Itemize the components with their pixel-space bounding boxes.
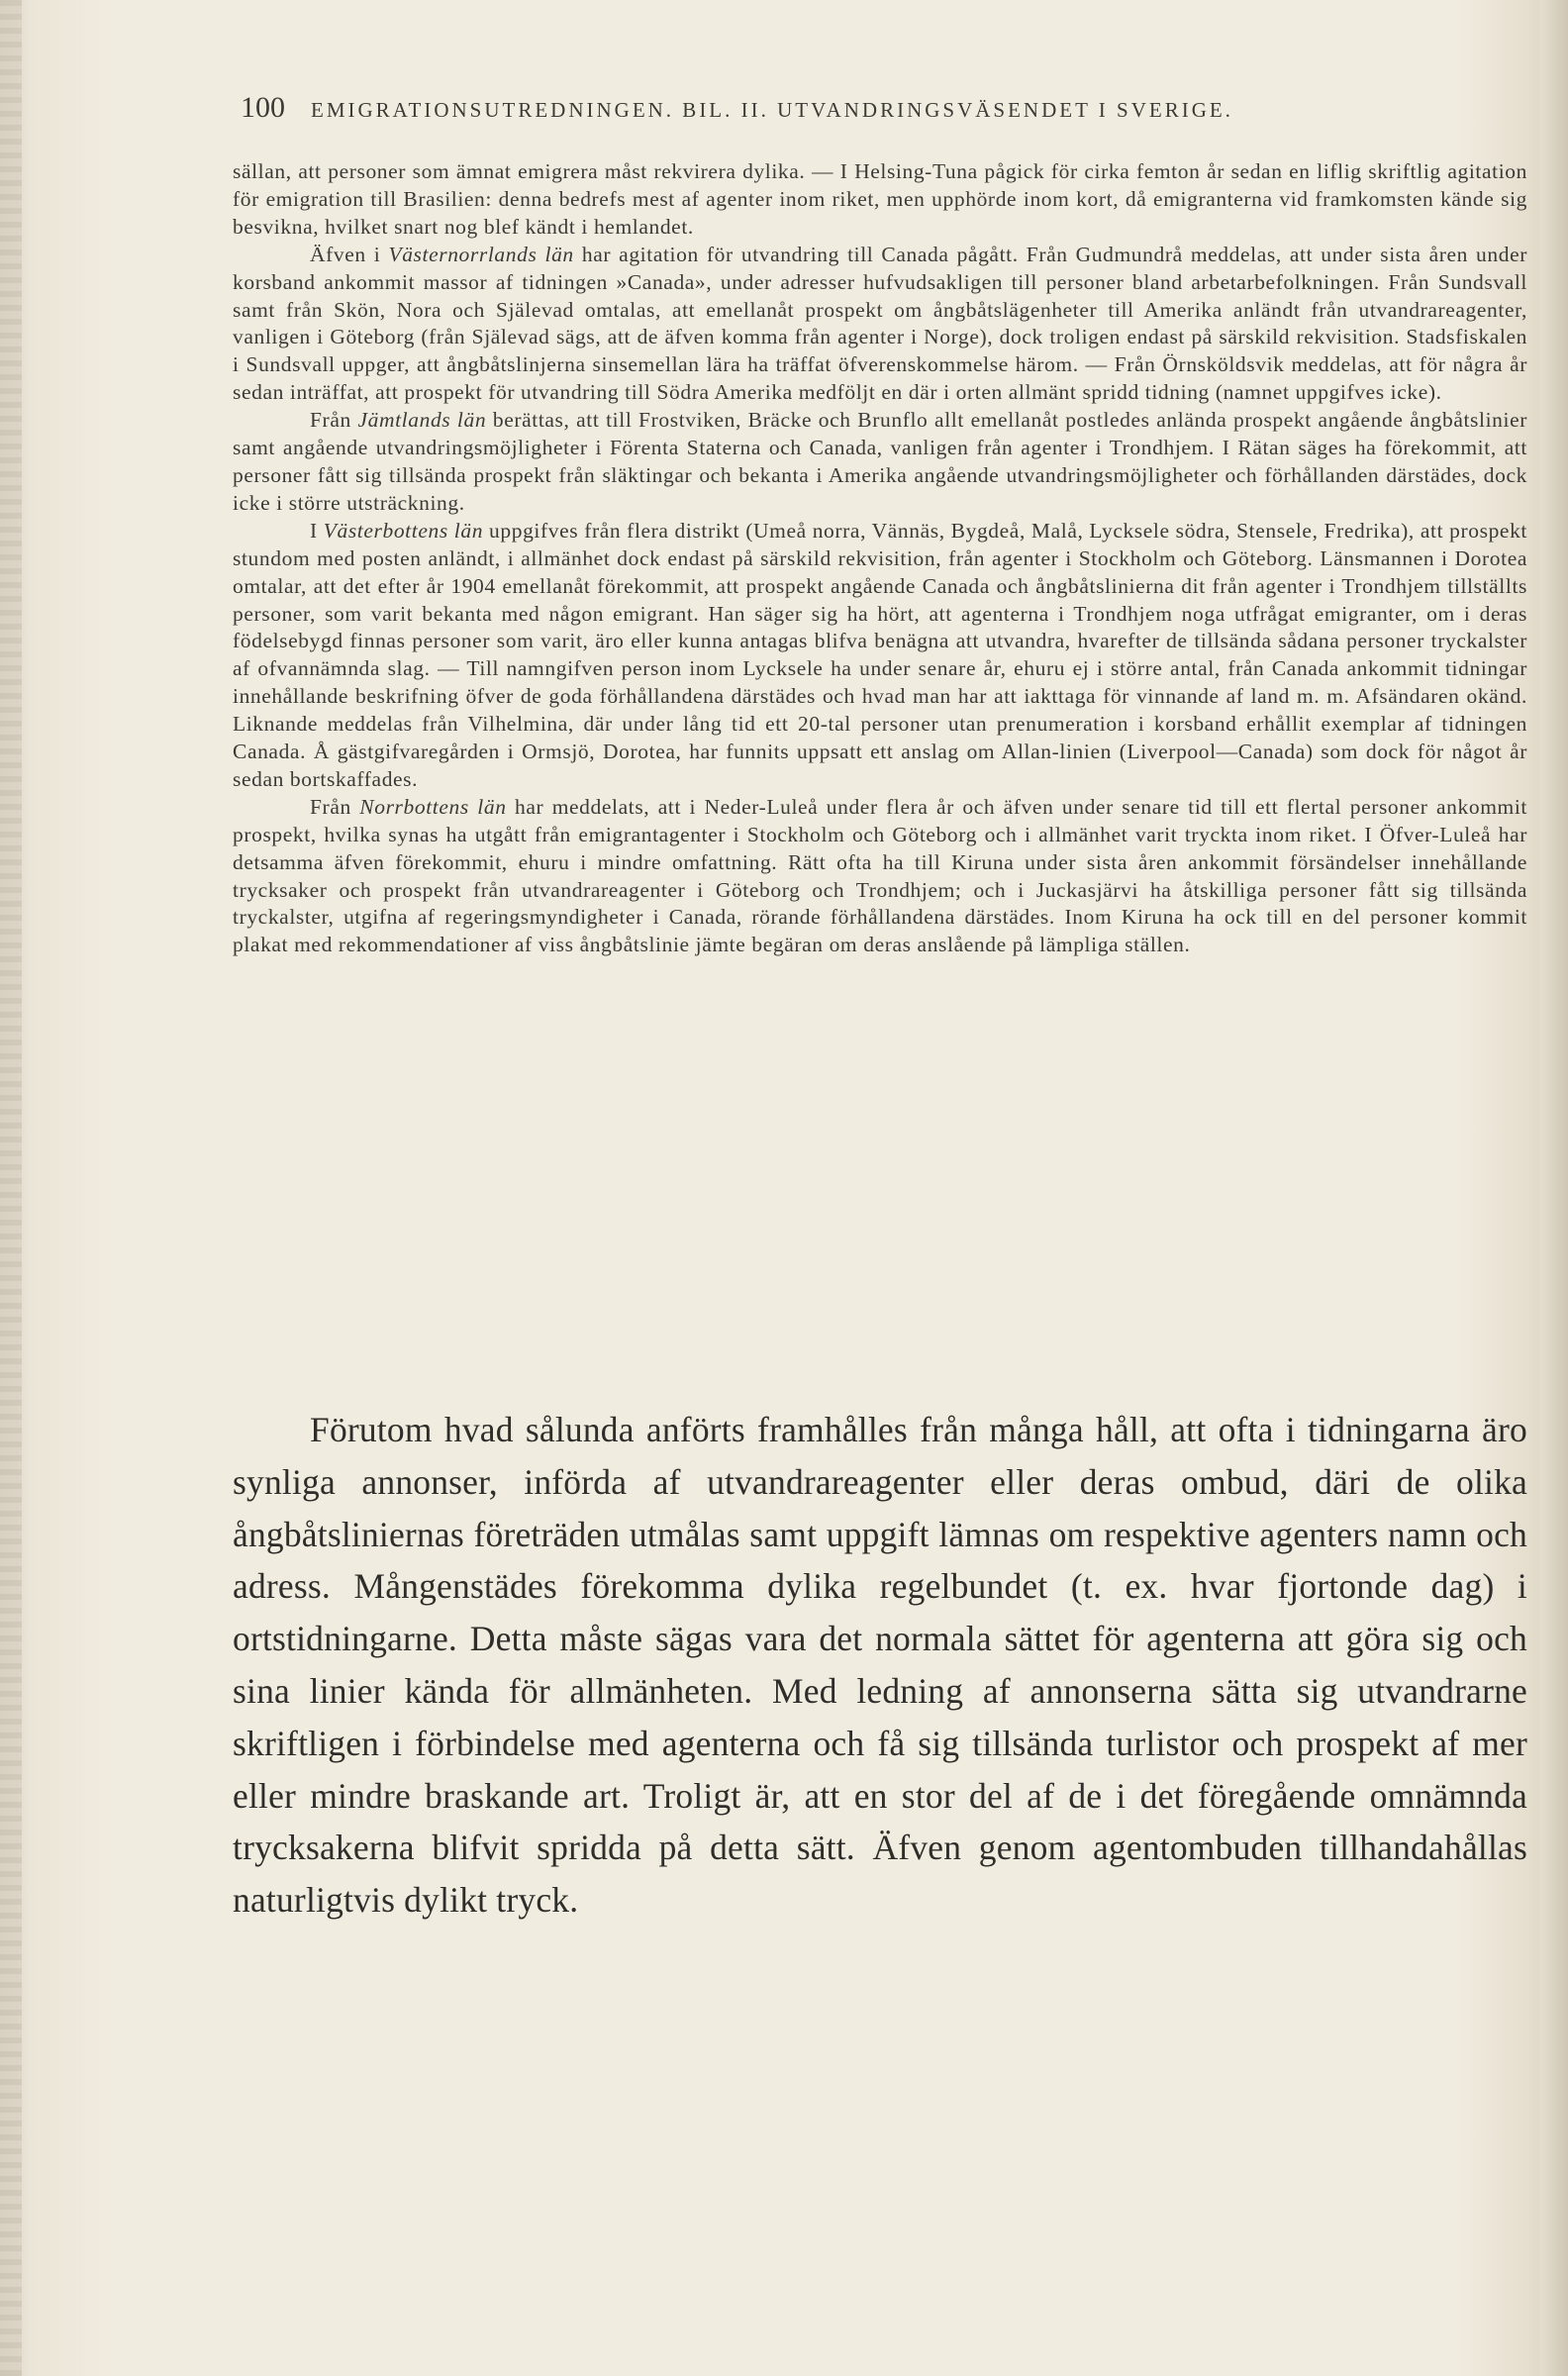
paragraph-3: Från Jämtlands län berättas, att till Frostviken, Bräcke och Brunflo allt emellanåt postledes anlända prospekt angående ångbåtslinier samt angående utvandringsmöjligheter i Förenta Staterna och Canada, vanligen från agenter i Trondhjem. I Rätan säges ha förekommit, att personer fått sig tillsända prospekt från släktingar och bekanta i Amerika angående utvandringsmöjligheter och förhållanden därstädes, dock icke i större utsträckning. bbox=[233, 408, 1527, 515]
county-name: Västernorrlands län bbox=[388, 242, 574, 266]
county-name: Jämtlands län bbox=[357, 408, 487, 433]
paragraph-4: I Västerbottens län uppgifves från flera distrikt (Umeå norra, Vännäs, Bygdeå, Malå, Lycksele södra, Stensele, Fredrika), att prospekt stundom med posten anländt, i allmänhet dock endast på särskild rekvisition, från agenter i Stockholm och Göteborg. Länsmannen i Dorotea omtalar, att det efter år 1904 emellanåt förekommit, att prospekt angående Canada och ångbåtslinierna dit från agenter i Trondhjem tillställts personer, som varit bekanta med någon emigrant. Han säger sig ha hört, att agenterna i Trondhjem noga utfrågat emigranter, om i deras födelsebygd finnas personer som varit, äro eller kunna antagas blifva benägna att utvandra, hvarefter de tillsända sådana personer tryckalster af ofvannämnda slag. — Till namngifven person inom Lycksele ha under senare år, ehuru ej i större antal, från Canada ankommit tidningar innehållande beskrifning öfver de goda förhållandena därstädes och hvad man har att iakttaga för vinnande af land m. m. Afsändaren okänd. Liknande meddelas från Vilhelmina, där under lång tid ett 20-tal personer utan prenumeration i korsband erhållit exemplar af tidningen Canada. Å gästgifvaregården i Ormsjö, Dorotea, har funnits uppsatt ett anslag om Allan-linien (Liverpool—Canada) som dock för något år sedan bortskaffades. bbox=[233, 518, 1527, 791]
paragraph-5: Från Norrbottens län har meddelats, att i Neder-Luleå under flera år och äfven under senare tid till ett flertal personer ankommit prospekt, hvilka synas ha utgått från emigrantagenter i Stockholm och Göteborg och i allmänhet varit tryckta inom riket. I Öfver-Luleå har detsamma äfven förekommit, ehuru i mindre omfattning. Rätt ofta ha till Kiruna under sista åren ankommit försändelser innehållande trycksaker och prospekt från utvandrareagenter i Göteborg och Trondhjem; och i Juckasjärvi ha åtskilliga personer fått sig tillsända tryckalster, utgifna af regeringsmyndigheter i Canada, rörande förhållandena därstädes. Inom Kiruna ha ock till en del personer kommit plakat med rekommendationer af viss ångbåtslinie jämte begäran om deras anslående på lämpliga ställen. bbox=[233, 794, 1527, 957]
book-binding-edge bbox=[0, 0, 22, 2376]
page-header bbox=[241, 91, 1522, 131]
county-name: Västerbottens län bbox=[323, 518, 484, 543]
page-edge bbox=[1540, 0, 1568, 2376]
large-text-body bbox=[233, 1404, 1527, 1927]
page-number: 100 bbox=[241, 91, 285, 124]
county-name: Norrbottens län bbox=[359, 794, 507, 819]
paragraph-1: sällan, att personer som ämnat emigrera måst rekvirera dylika. — I Helsing-Tuna pågick för cirka femton år sedan en liflig skriftlig agitation för emigration till Brasilien: denna bedrefs mest af agenter inom riket, men upphörde inom kort, då emigranterna vid framkomsten kände sig besvikna, hvilket snart nog blef kändt i hemlandet. bbox=[233, 159, 1527, 239]
paragraph-summary: Förutom hvad sålunda anförts framhålles från många håll, att ofta i tidningarna äro synliga annonser, införda af utvandrareagenter eller deras ombud, däri de olika ångbåtsliniernas företräden utmålas samt uppgift lämnas om respektive agenters namn och adress. Mångenstädes förekomma dylika regelbundet (t. ex. hvar fjortonde dag) i ortstidningarne. Detta måste sägas vara det normala sättet för agenterna att göra sig och sina linier kända för allmänheten. Med ledning af annonserna sätta sig utvandrarne skriftligen i förbindelse med agenterna och få sig tillsända turlistor och prospekt af mer eller mindre braskande art. Troligt är, att en stor del af de i det föregående omnämnda trycksakerna blifvit spridda på detta sätt. Äfven genom agentombuden tillhandahållas naturligtvis dylikt tryck. bbox=[233, 1410, 1527, 1921]
running-head: EMIGRATIONSUTREDNINGEN. BIL. II. UTVANDRINGSVÄSENDET I SVERIGE. bbox=[311, 98, 1233, 122]
paragraph-2: Äfven i Västernorrlands län har agitation för utvandring till Canada pågått. Från Gudmundrå meddelas, att under sista åren under korsband ankommit massor af tidningen »Canada», under adresser hufvudsakligen till personer bland arbetarbefolkningen. Från Sundsvall samt från Skön, Nora och Själevad omtalas, att emellanåt prospekt om ångbåtslägenheter till Amerika anländt från utvandrareagenter, vanligen i Göteborg (från Själevad sägs, att de äfven komma från agenter i Norge), dock troligen endast på särskild rekvisition. Stadsfiskalen i Sundsvall uppger, att ångbåtslinjerna sinsemellan lära ha träffat öfverenskommelse härom. — Från Örnsköldsvik meddelas, att för några år sedan inträffat, att prospekt för utvandring till Södra Amerika medföljt en där i orten allmänt spridd tidning (namnet uppgifves icke). bbox=[233, 242, 1527, 405]
small-text-body bbox=[233, 158, 1527, 959]
